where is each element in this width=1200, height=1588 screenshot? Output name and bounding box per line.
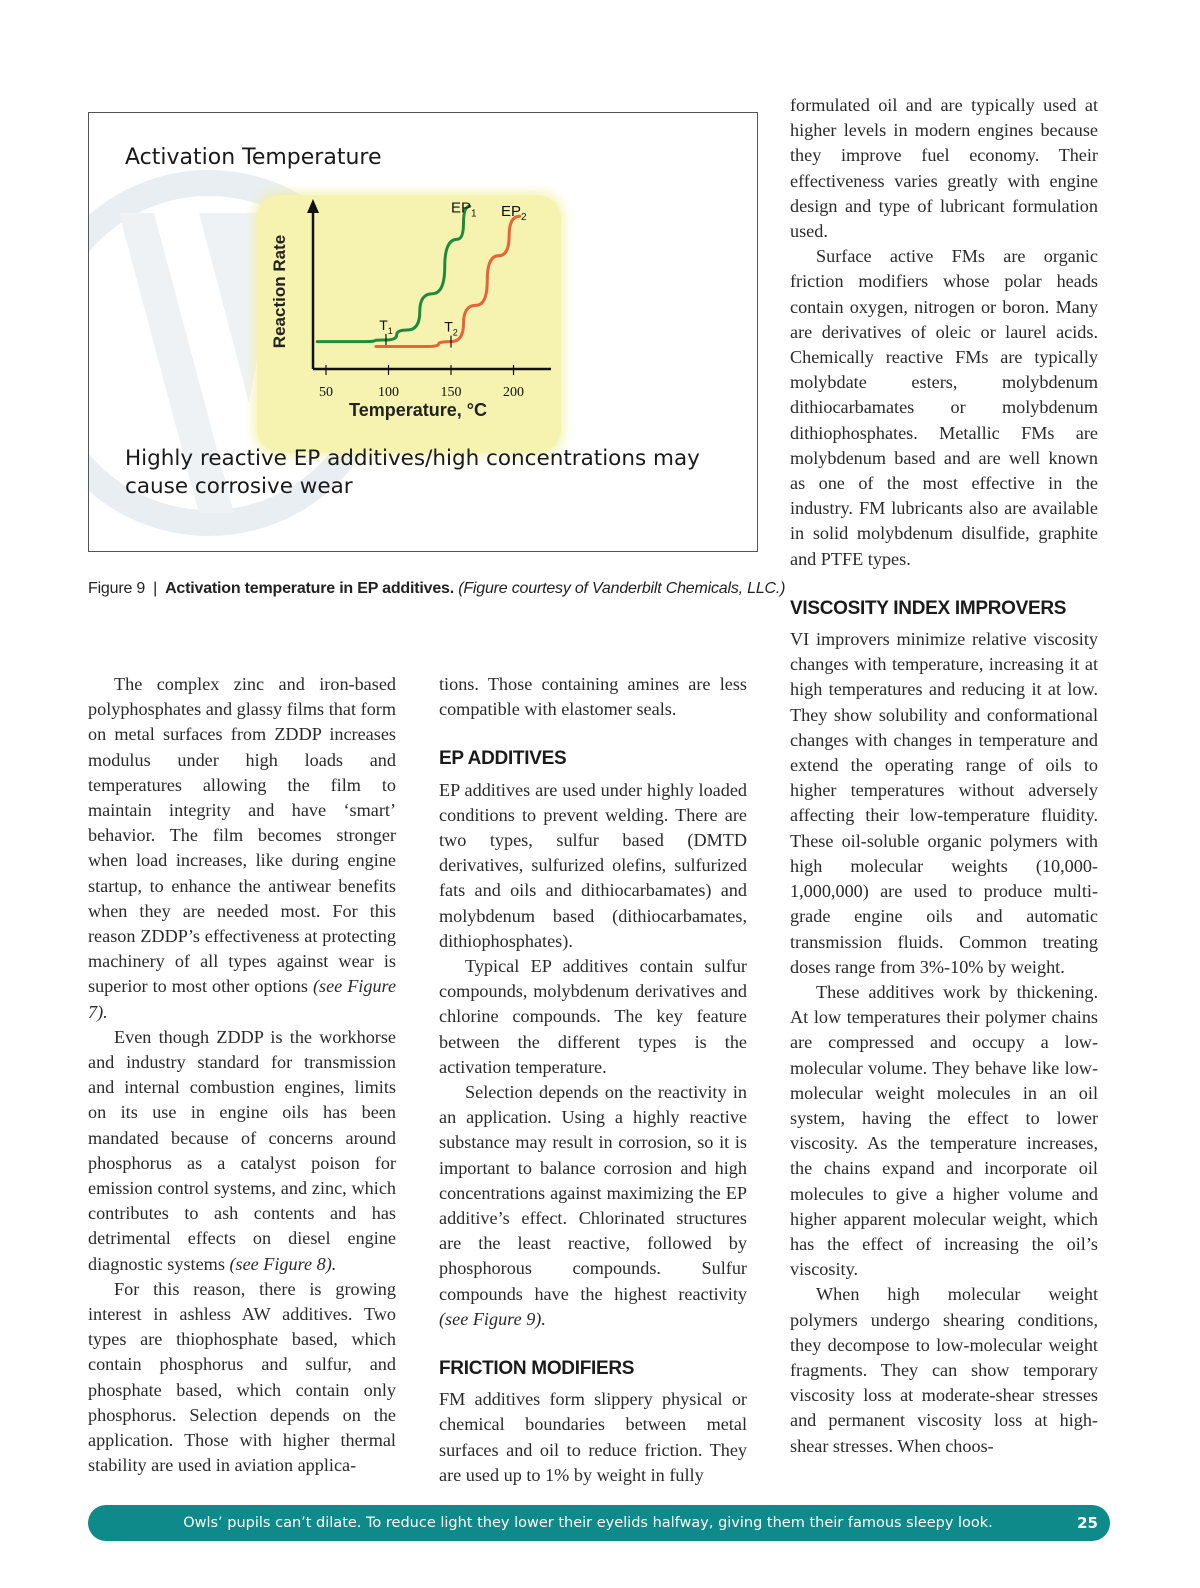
x-tick-label: 50 [319, 385, 333, 400]
paragraph: Surface active FMs are organic friction modifiers whose polar heads contain oxygen, nitrogen or boron. Many are derivatives of oleic or laurel acids. Chemically reactive FMs are typically molybdate esters, molybdenum dithiocarbamates or molybdenum dithiophosphates. Metallic FMs are molybdenum based and are well known as one of the most effective in the industry. FM lubricants also are available in solid molybdenum disulfide, graphite and PTFE types. [790, 246, 1098, 569]
figure-reference: (see Figure 8). [229, 1253, 337, 1274]
column-3 [790, 93, 1098, 1459]
section-heading-ep-additives: EP ADDITIVES [439, 748, 567, 770]
section-heading-viscosity-index-improvers: VISCOSITY INDEX IMPROVERS [790, 597, 1067, 619]
caption-title: Activation temperature in EP additives. [165, 580, 454, 597]
caption-credit: (Figure courtesy of Vanderbilt Chemicals, LLC.) [458, 580, 786, 597]
caption-number: Figure 9 [88, 580, 146, 597]
figure-inner-caption: Highly reactive EP additives/high concentrations may cause corrosive wear [125, 446, 700, 499]
figure-reference: (see Figure 9). [439, 1308, 546, 1329]
column-2 [439, 672, 747, 1488]
paragraph: EP additives are used under highly loaded conditions to prevent welding. There are two types, sulfur based (DMTD derivatives, sulfurized olefins, sulfurized fats and oils and dithiocarbamates) and molybdenum based (dithiocarbamates, dithiophosphates). [439, 779, 747, 951]
section-heading-friction-modifiers: FRICTION MODIFIERS [439, 1358, 635, 1380]
x-tick-label: 100 [378, 385, 399, 400]
paragraph-text: Even though ZDDP is the workhorse and industry standard for transmission and internal combustion engines, limits on its use in engine oils has been mandated because of concerns around phosphorus as a catalyst poison for emission control systems, and zinc, which contributes to ash contents and has detrimental effects on diesel engine diagnostic systems [88, 1026, 396, 1274]
figure-caption [88, 580, 785, 598]
series-label-ep1: $EP_1$ [450, 199, 477, 220]
paragraph: These additives work by thickening. At low temperatures their polymer chains are compressed and occupy a low-molecular volume. They behave like low-molecular weight molecules in an oil system, having the effect to lower viscosity. As the temperature increases, the chains expand and incorporate oil molecules to give a higher volume and higher apparent molecular weight, which has the effect of increasing the oil’s viscosity. [790, 981, 1098, 1280]
column-1 [88, 672, 396, 1479]
series-label-ep2: $EP_2$ [500, 203, 527, 224]
x-tick-label: 200 [503, 385, 524, 400]
figure-title: Activation Temperature [125, 145, 382, 170]
paragraph: VI improvers minimize relative viscosity changes with temperature, increasing it at high temperatures and reducing it at low. They show solubility and conformational changes with changes in temperature and extend the operating range of oils to higher temperatures without adversely affecting their low-temperature fluidity. These oil-soluble organic polymers with high molecular weights (10,000-1,000,000) are used to produce multi-grade engine oils and automatic transmission fluids. Common treating doses range from 3%-10% by weight. [790, 629, 1098, 977]
x-axis-label: Temperature, °C [349, 400, 487, 420]
paragraph [88, 1025, 396, 1277]
paragraph: Typical EP additives contain sulfur compounds, molybdenum derivatives and chlorine compounds. The key feature between the different types is the activation temperature. [439, 956, 747, 1077]
paragraph [88, 672, 396, 1025]
paragraph: When high molecular weight polymers undergo shearing conditions, they decompose to low-molecular weight fragments. They can show temporary viscosity loss at moderate-shear stresses and permanent viscosity loss at high-shear stresses. When choos- [790, 1284, 1098, 1456]
paragraph-text: Selection depends on the reactivity in an application. Using a highly reactive substance may result in corrosion, so it is important to balance corrosion and high concentrations against maximizing the EP additive’s effect. Chlorinated structures are the least reactive, followed by phosphorous compounds. Sulfur compounds have the highest reactivity [439, 1082, 747, 1304]
caption-separator: | [153, 580, 158, 597]
y-axis-label: Reaction Rate [270, 234, 289, 349]
figure-9-box [88, 112, 758, 552]
threshold-label-ep2: $T_2$ [444, 318, 458, 338]
paragraph-text: The complex zinc and iron-based polyphosphates and glassy films that form on metal surfaces from ZDDP increases modulus under high loads and temperatures allowing the film to maintain integrity and have ‘smart’ behavior. The film becomes stronger when load increases, like during engine startup, to enhance the antiwear benefits when they are needed most. For this reason ZDDP’s effectiveness at protecting machinery of all types against wear is superior to most other options [88, 674, 396, 997]
figure-reference: (see Figure 7). [88, 976, 397, 1022]
threshold-label-ep1: $T_1$ [379, 316, 393, 336]
footer-banner [88, 1505, 1110, 1541]
paragraph: For this reason, there is growing interest in ashless AW additives. Two types are thiophosphate based, which contain phosphorus and sulfur, and phosphate based, which contain only phosphorus. Selection depends on the application. Those with higher thermal stability are used in aviation applica- [88, 1278, 396, 1476]
page-number: 25 [1077, 1514, 1098, 1532]
footer-fact: Owls’ pupils can’t dilate. To reduce light they lower their eyelids halfway, giving them their famous sleepy look. [183, 1515, 993, 1531]
x-tick-label: 150 [440, 385, 462, 400]
paragraph: tions. Those containing amines are less compatible with elastomer seals. [439, 674, 747, 720]
paragraph [439, 1080, 747, 1332]
paragraph: formulated oil and are typically used at higher levels in modern engines because they improve fuel economy. Their effectiveness varies greatly with engine design and type of lubricant formulation used. [790, 95, 1098, 242]
paragraph: FM additives form slippery physical or chemical boundaries between metal surfaces and oil to reduce friction. They are used up to 1% by weight in fully [439, 1389, 747, 1485]
